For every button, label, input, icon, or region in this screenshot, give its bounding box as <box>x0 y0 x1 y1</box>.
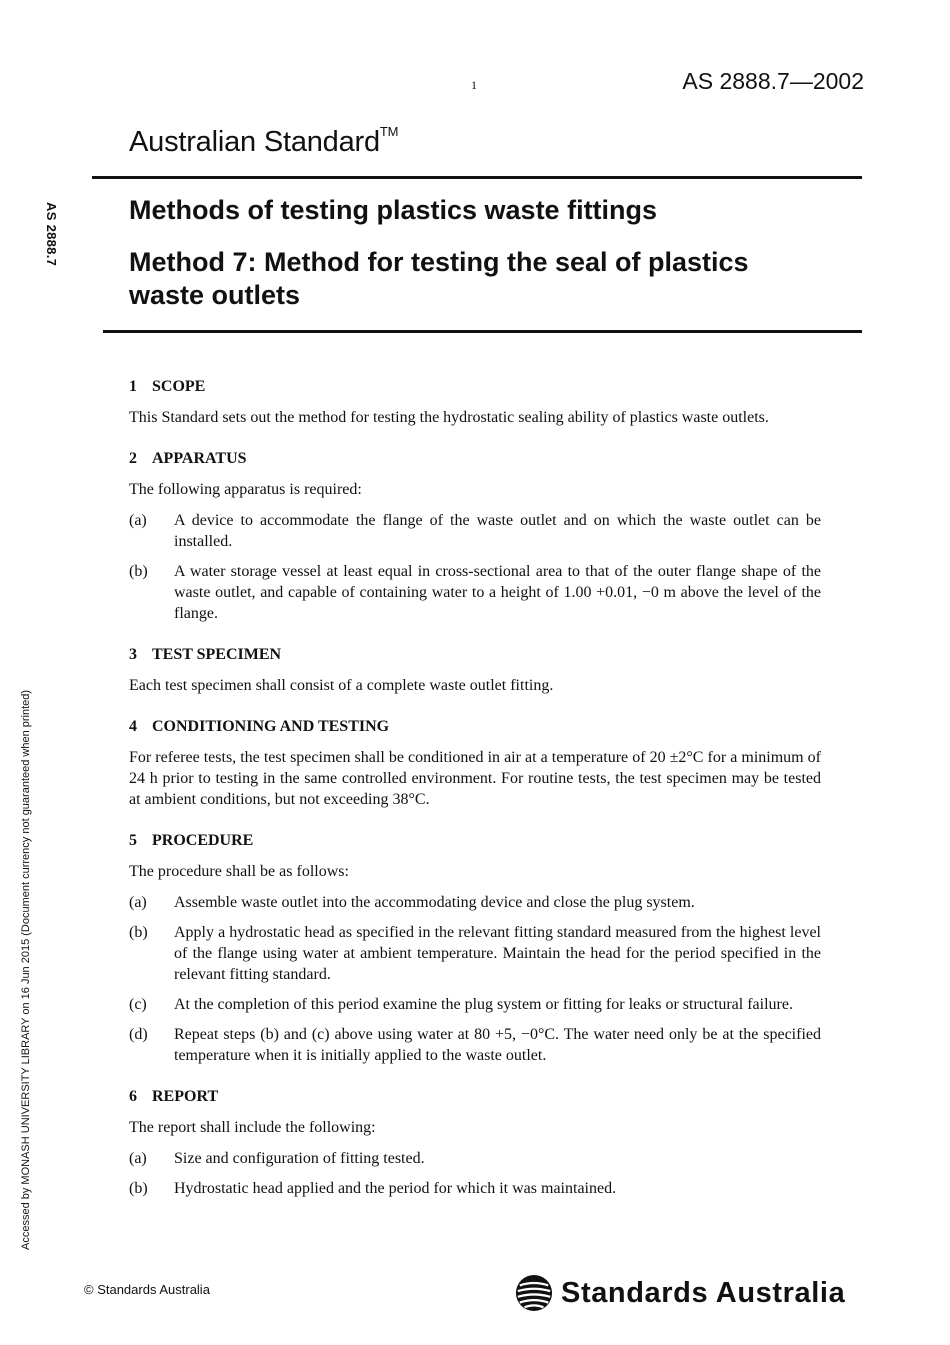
section-heading-conditioning <box>129 716 821 737</box>
section-heading-scope <box>129 376 821 397</box>
section-heading-apparatus <box>129 448 821 469</box>
list-item <box>129 892 821 913</box>
list-item <box>129 1148 821 1169</box>
list-item-label: (d) <box>129 1026 148 1043</box>
list-item-text: Repeat steps (b) and (c) above using water at 80 +5, −0°C. The water need only be at the specified temperature when it is initially applied to the waste outlet. <box>174 1026 821 1064</box>
section-title: CONDITIONING AND TESTING <box>152 718 390 735</box>
list-item-text: At the completion of this period examine the plug system or fitting for leaks or structural failure. <box>174 996 793 1013</box>
list-item <box>129 510 821 552</box>
section-title: PROCEDURE <box>152 832 254 849</box>
section-lead: The following apparatus is required: <box>129 481 362 498</box>
section-title: TEST SPECIMEN <box>152 646 282 663</box>
section-title: REPORT <box>152 1088 219 1105</box>
section-paragraph: Each test specimen shall consist of a complete waste outlet fitting. <box>129 677 554 694</box>
list-item <box>129 994 821 1015</box>
section-number: 6 <box>129 1088 137 1105</box>
side-document-code: AS 2888.7 <box>44 202 59 267</box>
page-number: 1 <box>471 78 477 92</box>
section-paragraph: This Standard sets out the method for testing the hydrostatic sealing ability of plastics waste outlets. <box>129 409 769 426</box>
trademark-mark: TM <box>379 124 399 139</box>
document-title: Methods of testing plastics waste fittings <box>129 195 658 225</box>
list-item-text: Assemble waste outlet into the accommodating device and close the plug system. <box>174 894 695 911</box>
list-item-label: (a) <box>129 1150 147 1167</box>
list-item <box>129 561 821 624</box>
logo-globe-icon <box>515 1274 553 1312</box>
list-item-label: (a) <box>129 512 147 529</box>
list-item-text: Hydrostatic head applied and the period for which it was maintained. <box>174 1180 617 1197</box>
title-rule-top <box>92 176 862 179</box>
access-notice: Accessed by MONASH UNIVERSITY LIBRARY on 16 Jun 2015 (Document currency not guaranteed when printed) <box>20 689 32 1250</box>
list-item <box>129 1178 821 1199</box>
title-rule-bottom <box>103 330 862 333</box>
logo-text: Standards Australia <box>561 1276 846 1309</box>
section-lead: The procedure shall be as follows: <box>129 863 349 880</box>
list-item-text: Apply a hydrostatic head as specified in the relevant fitting standard measured from the highest level of the flange using water at ambient temperature. Maintain the head for the period specified in the relevant fitting standard. <box>174 924 821 983</box>
section-number: 1 <box>129 378 137 395</box>
section-number: 5 <box>129 832 137 849</box>
section-title: SCOPE <box>152 378 206 395</box>
copyright-notice: © Standards Australia <box>84 1282 210 1297</box>
section-heading-procedure <box>129 830 821 851</box>
document-body <box>129 376 821 1208</box>
standard-label <box>129 126 398 159</box>
list-item-label: (b) <box>129 1180 148 1197</box>
section-paragraph: For referee tests, the test specimen shall be conditioned in air at a temperature of 20 ±2°C for a minimum of 24 h prior to testing in the same controlled environment. For routine tests, the test specimen may be tested at ambient conditions, but not exceeding 38°C. <box>129 749 821 808</box>
section-number: 2 <box>129 450 137 467</box>
list-item-label: (b) <box>129 563 148 580</box>
section-heading-test-specimen <box>129 644 821 665</box>
section-number: 4 <box>129 718 137 735</box>
method-title: Method 7: Method for testing the seal of plastics waste outlets <box>129 247 749 310</box>
standard-label-text: Australian Standard <box>129 126 380 158</box>
section-title: APPARATUS <box>152 450 247 467</box>
section-lead: The report shall include the following: <box>129 1119 376 1136</box>
list-item-text: A device to accommodate the flange of the waste outlet and on which the waste outlet can be installed. <box>174 512 821 550</box>
section-heading-report <box>129 1086 821 1107</box>
list-item-text: A water storage vessel at least equal in cross-sectional area to that of the outer flange shape of the waste outlet, and capable of containing water to a height of 1.00 +0.01, −0 m above the level of the flange. <box>174 563 821 622</box>
list-item <box>129 922 821 985</box>
list-item-text: Size and configuration of fitting tested. <box>174 1150 425 1167</box>
list-item-label: (c) <box>129 996 147 1013</box>
standards-australia-logo <box>515 1274 845 1312</box>
section-number: 3 <box>129 646 137 663</box>
document-code: AS 2888.7—2002 <box>682 68 864 94</box>
list-item-label: (b) <box>129 924 148 941</box>
list-item-label: (a) <box>129 894 147 911</box>
list-item <box>129 1024 821 1066</box>
